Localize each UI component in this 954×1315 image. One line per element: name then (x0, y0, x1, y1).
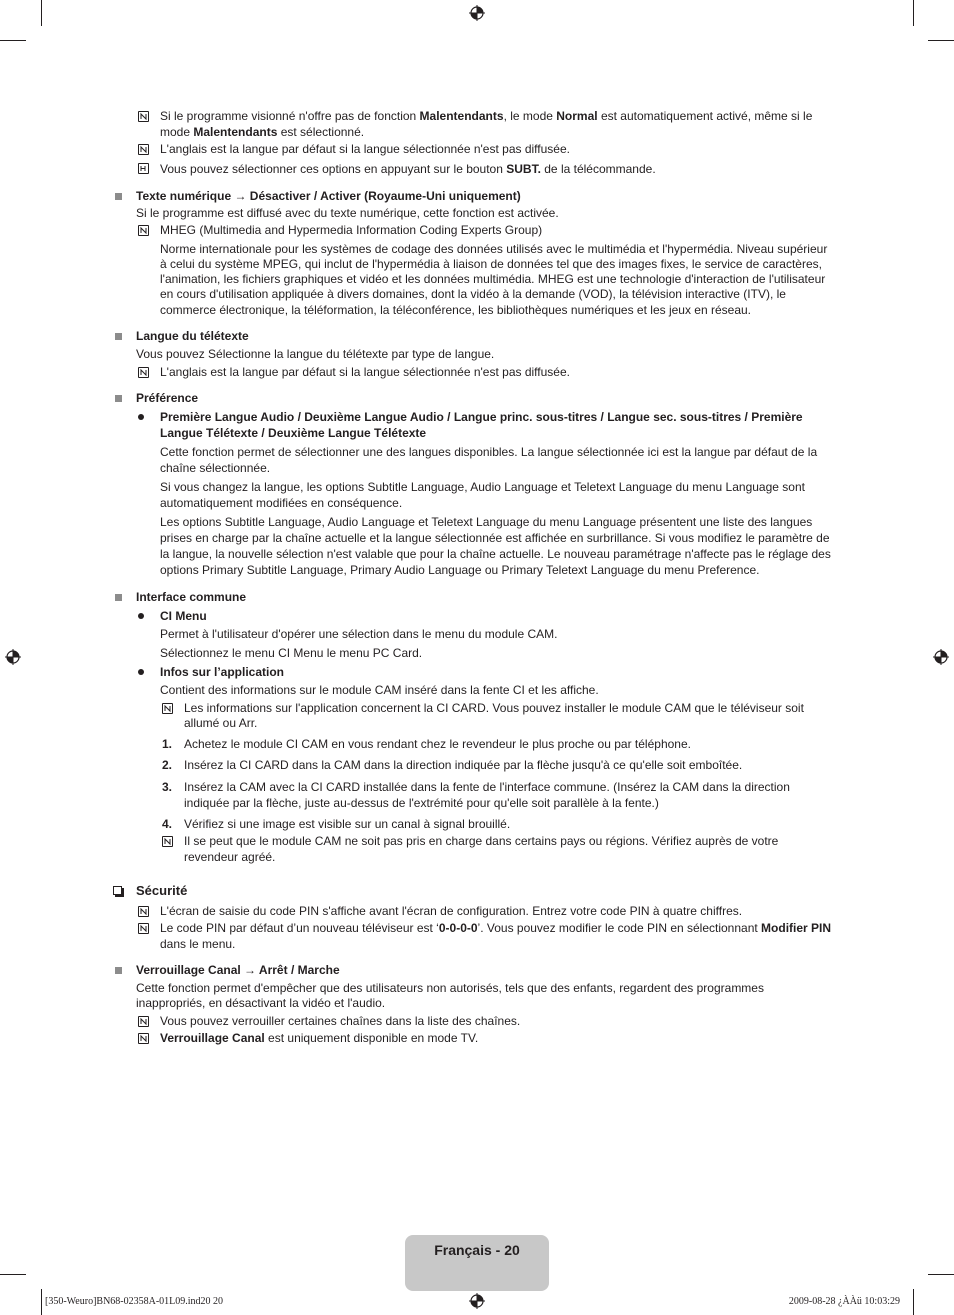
note-icon (162, 836, 173, 847)
text-run: L'anglais est la langue par défaut si la langue sélectionnée n'est pas diffusée. (160, 142, 570, 156)
section-bullet-icon (115, 333, 122, 340)
note-bold: Verrouillage Canal (160, 1031, 265, 1045)
note-text (160, 109, 812, 125)
section-heading: Interface commune (136, 590, 247, 604)
note-text: MHEG (Multimedia and Hypermedia Information Coding Experts Group) (160, 223, 543, 237)
bold-text: 0-0-0-0 (438, 921, 478, 935)
note-icon (138, 923, 149, 934)
bold-text: Malentendants (193, 125, 278, 139)
note-text: L'anglais est la langue par défaut si la langue sélectionnée n'est pas diffusée. (160, 365, 570, 379)
text-run: Vous pouvez sélectionner ces options en appuyant sur le bouton (160, 162, 507, 176)
note-text: Les informations sur l'application concernent la CI CARD. Vous pouvez installer le module CAM que le téléviseur soit (184, 701, 804, 715)
crop-mark (928, 1274, 954, 1275)
step-text: Insérez la CI CARD dans la CAM dans la direction indiquée par la flèche jusqu'à ce qu'elle soit emboîtée. (184, 758, 743, 772)
note-text (160, 1031, 478, 1047)
checkbox-bullet-icon (113, 886, 122, 895)
bullet-icon (138, 414, 144, 420)
section-bullet-icon (115, 594, 122, 601)
crop-mark (41, 0, 42, 26)
section-heading: Préférence (136, 391, 199, 405)
bullet-title: Première Langue Audio / Deuxième Langue Audio / Langue princ. sous-titres / Langue sec. sous-titres / Première (160, 410, 803, 424)
note-icon (138, 906, 149, 917)
body-line: prises en charge par la chaîne actuelle et la langue sélectionnée est affichée en surbrillance. Si vous modifiez le paramètre de (160, 531, 830, 545)
text-run: Le code PIN par défaut d’un nouveau téléviseur est ‘ (160, 921, 439, 935)
note-text (160, 142, 570, 158)
bullet-icon (138, 613, 144, 619)
text-run: est automatiquement activé, même si le (597, 109, 813, 123)
section-title: Sécurité (136, 883, 188, 898)
crop-mark (913, 0, 914, 26)
body-line: Si vous changez la langue, les options Subtitle Language, Audio Language et Teletext Language du menu Language sont (160, 480, 805, 494)
registration-mark-icon (5, 649, 21, 665)
body-line: options Primary Subtitle Language, Primary Audio Language ou Primary Teletext Language du menu Preference. (160, 563, 760, 577)
body-line: automatiquement modifiées en conséquence. (160, 496, 403, 510)
body-line: Cette fonction permet de sélectionner une des langues disponibles. La langue sélectionnée ici est la langue par défaut de la (160, 445, 818, 459)
body-line: Les options Subtitle Language, Audio Language et Teletext Language du menu Language présentent une liste des langues (160, 515, 813, 529)
step-text: Vérifiez si une image est visible sur un canal à signal brouillé. (184, 817, 511, 831)
section-heading: Verrouillage Canal → Arrêt / Marche (136, 963, 340, 977)
bullet-title: CI Menu (160, 609, 207, 623)
section-desc: inappropriés, en désactivant la vidéo et l'audio. (136, 996, 386, 1010)
step-text: Achetez le module CI CAM en vous rendant chez le revendeur le plus proche ou par téléphone. (184, 737, 691, 751)
body-line: chaîne sélectionnée. (160, 461, 271, 475)
note-icon (138, 1016, 149, 1027)
note-text: allumé ou Arr. (184, 716, 258, 730)
note-icon (138, 225, 149, 236)
note-text (160, 162, 656, 178)
section-heading: Texte numérique → Désactiver / Activer (Royaume-Uni uniquement) (136, 189, 521, 203)
body-line: Contient des informations sur le module CAM inséré dans la fente CI et les affiche. (160, 683, 599, 697)
text-run: mode (160, 125, 194, 139)
bullet-title: Infos sur l’application (160, 665, 285, 679)
text-run: , le mode (503, 109, 557, 123)
body-line: commerce électronique, la téléformation, la téléconférence, les bibliothèques numériques et les jeux en réseau. (160, 303, 751, 317)
section-bullet-icon (115, 967, 122, 974)
bold-text: Normal (556, 109, 598, 123)
section-bullet-icon (115, 395, 122, 402)
registration-mark-icon (469, 5, 485, 21)
registration-mark-icon (469, 1293, 485, 1309)
page-number: Français - 20 (434, 1242, 520, 1258)
crop-mark (913, 1289, 914, 1315)
step-number: 4. (162, 817, 173, 831)
note-icon (138, 367, 149, 378)
text-run: de la télécommande. (540, 162, 656, 176)
note-text: L'écran de saisie du code PIN s'affiche avant l'écran de configuration. Entrez votre code PIN à quatre chiffres. (160, 904, 743, 918)
text-run: est sélectionné. (277, 125, 365, 139)
remote-button-icon (138, 163, 149, 174)
body-line: Norme internationale pour les systèmes de codage des données utilisés avec le multimédia et l'hypermédia. Niveau supérieur (160, 242, 828, 256)
step-text: Insérez la CAM avec la CI CARD installée dans la fente de l'interface commune. (Insérez la CAM dans la direction (184, 780, 790, 794)
crop-mark (0, 40, 26, 41)
body-line: en cours d'utilisation appliquée à divers domaines, dont la vidéo à la demande (VOD), la télévision interactive (ITV), le (160, 287, 786, 301)
note-text (160, 125, 364, 141)
bullet-title: Langue Télétexte / Deuxième Langue Télétexte (160, 426, 427, 440)
note-icon (138, 1033, 149, 1044)
note-icon (162, 703, 173, 714)
bold-text: Modifier PIN (761, 921, 832, 935)
section-desc: Si le programme est diffusé avec du texte numérique, cette fonction est activée. (136, 206, 559, 220)
registration-mark-icon (933, 649, 949, 665)
body-line: Sélectionnez le menu CI Menu le menu PC Card. (160, 646, 423, 660)
bold-text: Malentendants (419, 109, 504, 123)
crop-mark (928, 40, 954, 41)
body-line: Permet à l'utilisateur d'opérer une sélection dans le menu du module CAM. (160, 627, 558, 641)
section-desc: Cette fonction permet d'empêcher que des utilisateurs non autorisés, tels que des enfants, regardent des programmes (136, 981, 764, 995)
body-line: l'animation, les fichiers graphiques et vidéo et les données multimédia. MHEG est une technologie d'interaction de l'utilisateur (160, 272, 826, 286)
bold-text: SUBT. (506, 162, 541, 176)
text-run: ’. Vous pouvez modifier le code PIN en sélectionnant (477, 921, 762, 935)
note-text (160, 921, 831, 937)
note-icon (138, 144, 149, 155)
section-desc: Vous pouvez Sélectionne la langue du télétexte par type de langue. (136, 347, 495, 361)
step-number: 1. (162, 737, 173, 751)
step-text: indiquée par la flèche, juste au-dessus de l'extrémité pour qu'elle soit parallèle à la fente.) (184, 796, 659, 810)
file-info: [350-Weuro]BN68-02358A-01L09.ind20 20 (45, 1296, 224, 1307)
note-text: dans le menu. (160, 937, 236, 951)
date-info: 2009-08-28 ¿ÀÀü 10:03:29 (788, 1296, 900, 1307)
step-number: 2. (162, 758, 173, 772)
note-text: Vous pouvez verrouiller certaines chaînes dans la liste des chaînes. (160, 1014, 521, 1028)
body-line: la langue, la nouvelle sélection n'est valable que pour la chaîne actuelle. Le nouveau paramétrage n'affecte pas le réglage des (160, 547, 831, 561)
note-text: Il se peut que le module CAM ne soit pas pris en charge dans certains pays ou régions. Vérifiez auprès de votre (184, 834, 779, 848)
note-text: revendeur agréé. (184, 850, 276, 864)
text-run: Si le programme visionné n'offre pas de fonction (160, 109, 420, 123)
crop-mark (0, 1274, 26, 1275)
section-bullet-icon (115, 193, 122, 200)
bullet-icon (138, 669, 144, 675)
note-icon (138, 111, 149, 122)
step-number: 3. (162, 780, 173, 794)
note-rest: est uniquement disponible en mode TV. (264, 1031, 479, 1045)
section-heading: Langue du télétexte (136, 329, 249, 343)
crop-mark (41, 1289, 42, 1315)
body-line: à celui du système MPEG, qui inclut de l'hypermédia à liaison de données tel que des images fixes, le service de caractères, (160, 257, 822, 271)
